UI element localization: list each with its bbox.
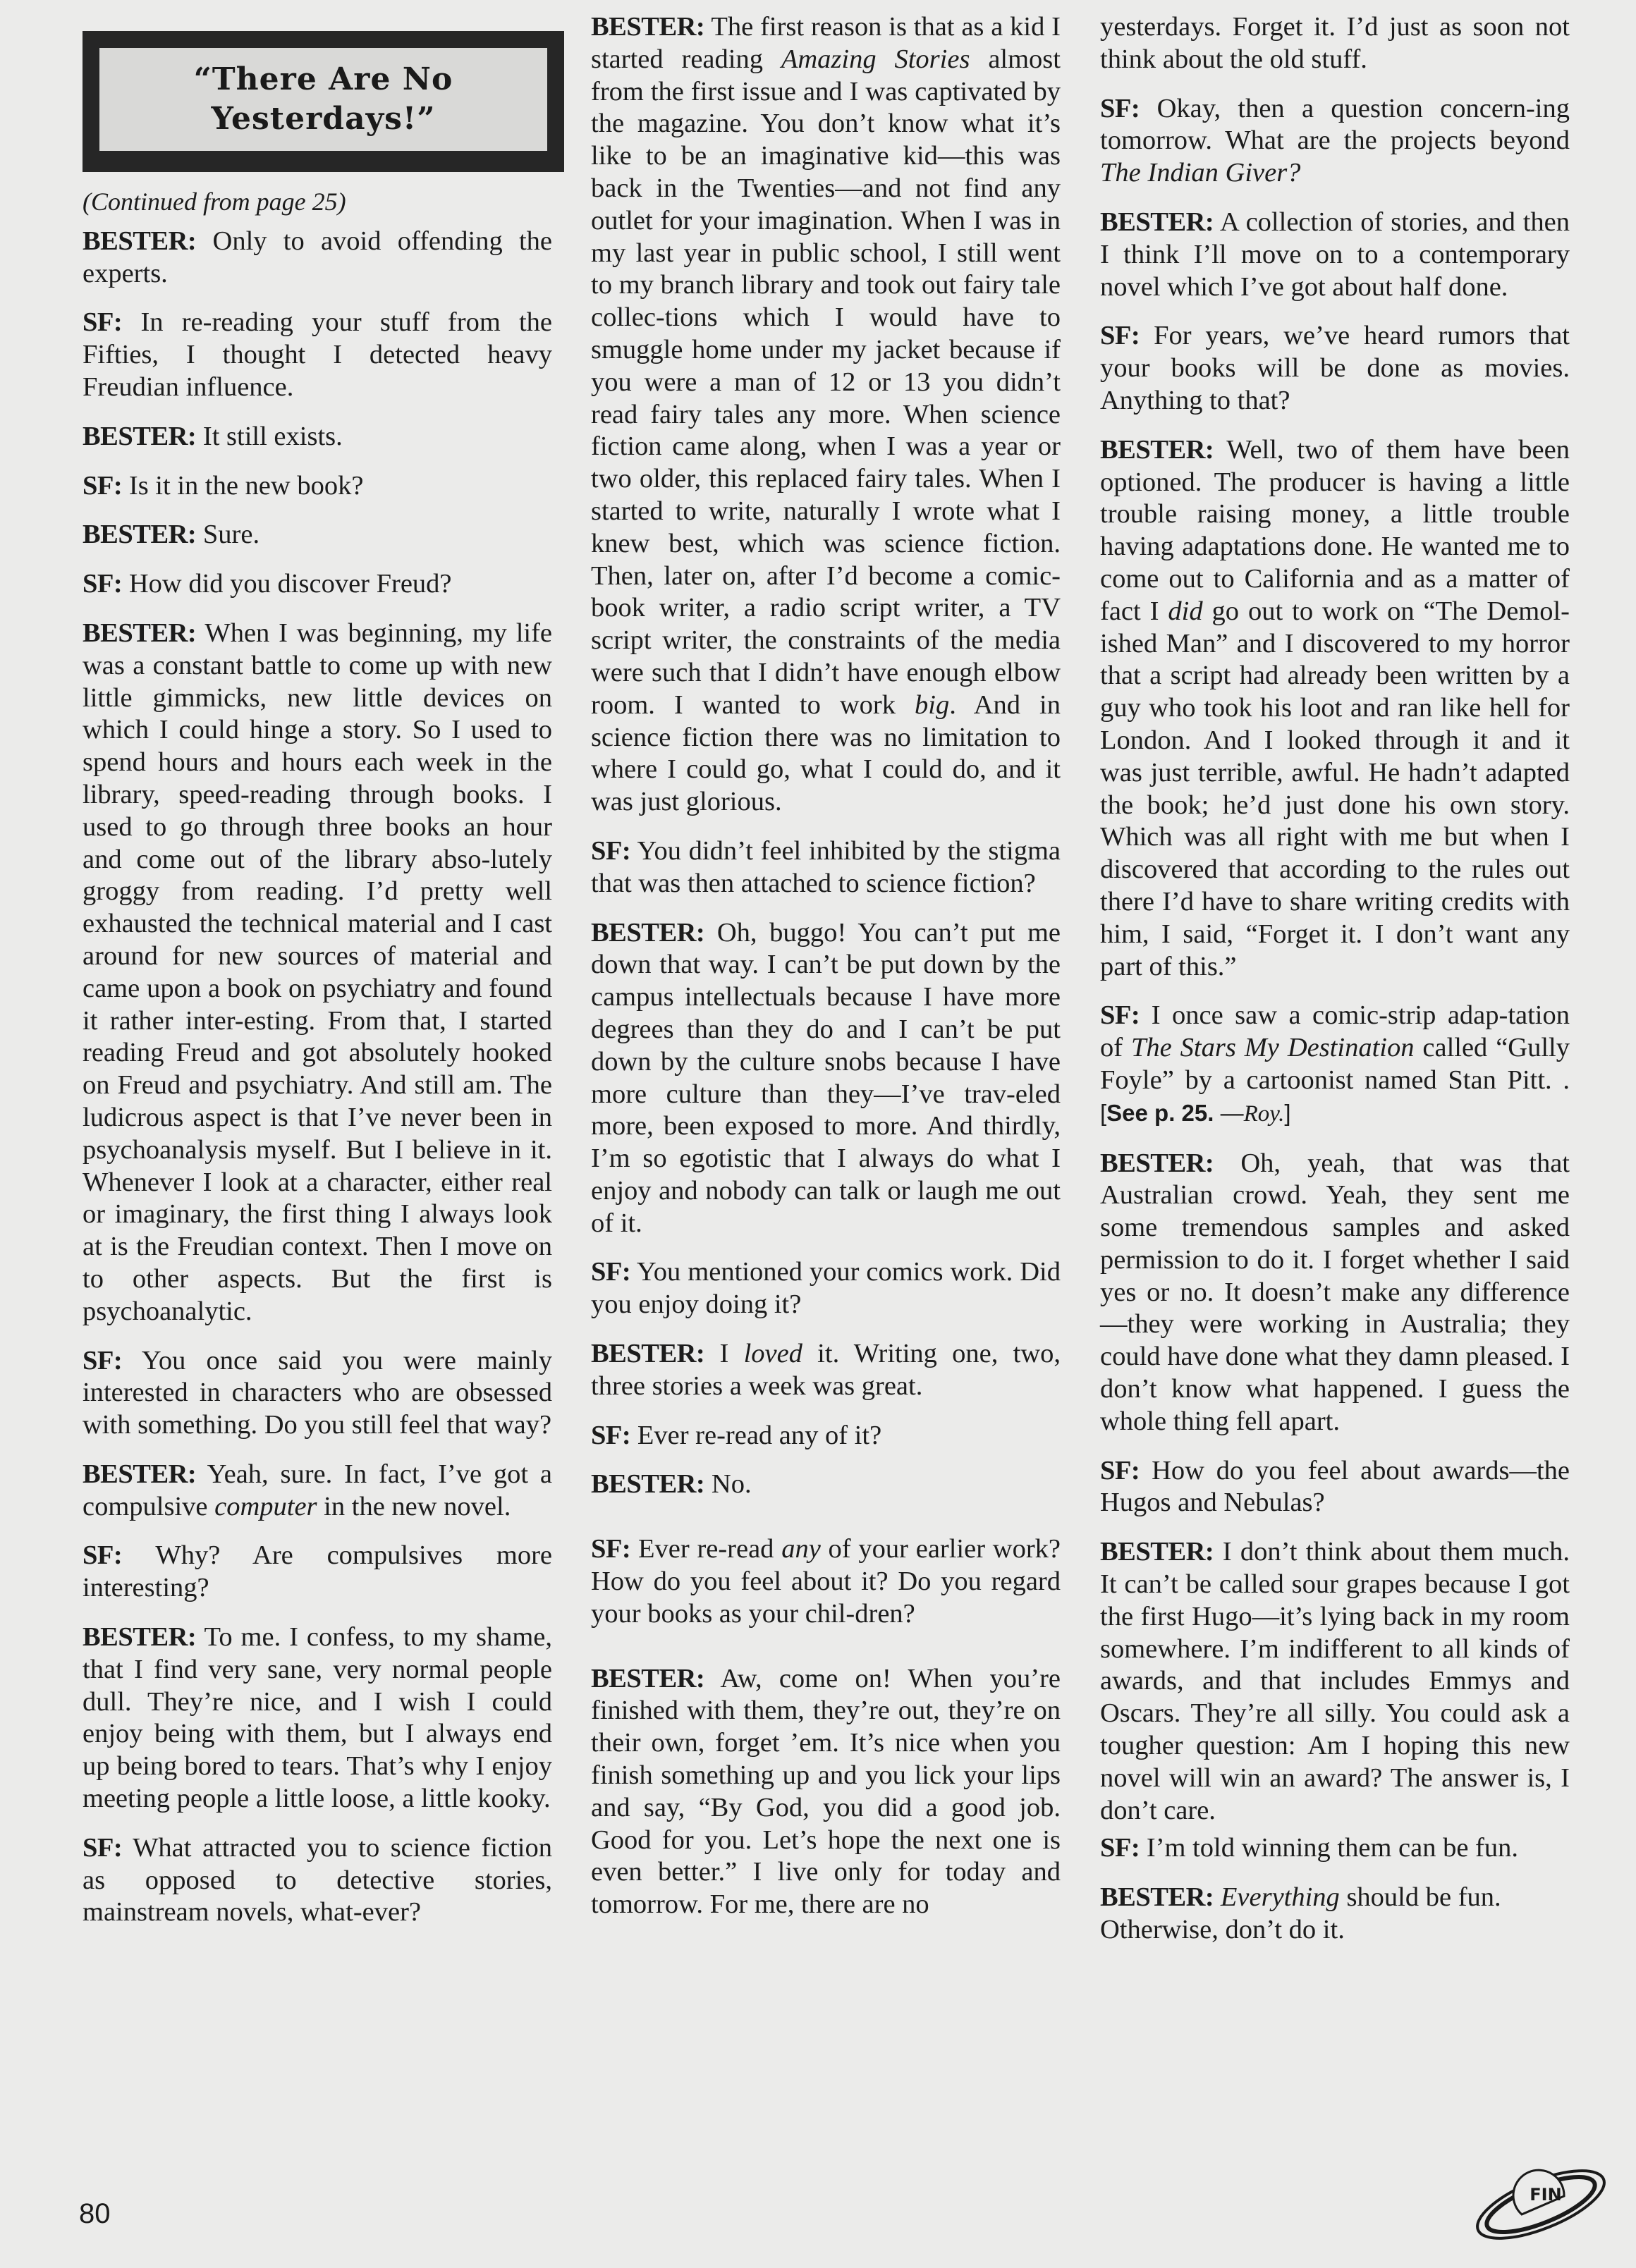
paragraph: SF: Ever re-read any of it? — [591, 1420, 882, 1450]
speaker-label: SF: — [83, 470, 123, 501]
paragraph: SF: For years, we’ve heard rumors that your books will be done as movies. Anything to that? — [1100, 321, 1570, 415]
paragraph: SF: I once saw a comic-strip adap-tation of The Stars My Destination called “Gully Foyle” by a cartoonist named Stan Pitt. . [See p. 25. —Roy.] — [1100, 1000, 1570, 1127]
paragraph: BESTER: Oh, buggo! You can’t put me down that way. I can’t be put down by the campus intellectuals because I have more degrees than they do and I can’t be put down by the culture snobs because I have more culture than they—I’ve trav-eled more, been exposed to more. And thirdly, I’m so egotistic that I always do what I enjoy and nobody can talk or laugh me out of it. — [591, 917, 1061, 1238]
paragraph: BESTER: To me. I confess, to my shame, that I find very sane, very normal people dull. They’re nice, and I wish I could enjoy being with them, but I always end up being bored to tears. That’s why I enjoy meeting people a little loose, a little kooky. — [83, 1622, 552, 1814]
paragraph: SF: What attracted you to science fiction as opposed to detective stories, mainstream novels, what-ever? — [83, 1832, 552, 1927]
paragraph: SF: I’m told winning them can be fun. — [1100, 1833, 1518, 1863]
speaker-label: SF: — [1100, 1455, 1140, 1485]
speaker-label: SF: — [83, 1832, 123, 1863]
speaker-label: BESTER: — [1100, 1148, 1214, 1178]
paragraph: SF: Is it in the new book? — [83, 470, 364, 501]
speaker-label: SF: — [591, 1534, 631, 1564]
speaker-label: BESTER: — [1100, 434, 1214, 465]
speaker-label: SF: — [1100, 93, 1140, 123]
speaker-label: BESTER: — [83, 421, 197, 451]
speaker-label: BESTER: — [83, 1459, 197, 1489]
paragraph: BESTER: No. — [591, 1469, 752, 1500]
speaker-label: BESTER: — [83, 1622, 197, 1653]
paragraph: BESTER: Everything should be fun. Otherwise, don’t do it. — [1100, 1882, 1501, 1945]
column-1 — [83, 0, 552, 1946]
speaker-label: SF: — [83, 1345, 123, 1375]
speaker-label: BESTER: — [591, 12, 705, 42]
page-number: 80 — [79, 2198, 111, 2229]
fin-label: FIN — [1530, 2185, 1562, 2205]
paragraph: SF: Okay, then a question concern-ing tomorrow. What are the projects beyond The Indian Giver? — [1100, 93, 1570, 188]
column-3 — [1100, 11, 1570, 1963]
speaker-label: SF: — [83, 1540, 123, 1571]
speaker-label: BESTER: — [591, 1663, 705, 1693]
speaker-label: BESTER: — [1100, 1537, 1214, 1567]
paragraph: BESTER: A collection of stories, and then I think I’ll move on to a contemporary novel which I’ve got about half done. — [1100, 207, 1570, 302]
paragraph: SF: Why? Are compulsives more interesting? — [83, 1540, 552, 1603]
paragraph: BESTER: Sure. — [83, 520, 260, 550]
speaker-label: SF: — [83, 569, 123, 599]
continued-note: (Continued from page 25) — [83, 188, 346, 216]
paragraph: BESTER: When I was beginning, my life was a constant battle to come up with new little gimmicks, new little devices on which I could hinge a story. So I used to spend hours and hours each week in the library, speed-reading through books. I used to go through three books an hour and come out of the library abso-lutely groggy from reading. I’d pretty well exhausted the technical material and I cast around for new sources of material and came upon a book on psychiatry and found it rather inter-esting. From that, I started reading Freud and got absolutely hooked on Freud and psychiatry. And still am. The ludicrous aspect is that I’ve never been in psychoanalysis myself. But I believe in it. Whenever I look at a character, either real or imaginary, the first thing I always look at is the Freudian context. Then I move on to other aspects. But the first is psychoanalytic. — [83, 618, 552, 1326]
speaker-label: BESTER: — [83, 618, 197, 648]
speaker-label: SF: — [591, 1420, 631, 1450]
paragraph: BESTER: Oh, yeah, that was that Australian crowd. Yeah, they sent me some tremendous samples and asked permission to do it. I forget whether I said yes or no. It doesn’t make any difference—they were working in Australia; they could have done what they damn pleased. I don’t know what happened. I guess the whole thing fell apart. — [1100, 1148, 1570, 1436]
article-title — [99, 48, 547, 151]
speaker-label: BESTER: — [591, 1339, 705, 1369]
title-line-1: “There Are No — [193, 61, 453, 97]
fin-saturn-icon — [1467, 2154, 1615, 2245]
paragraph: BESTER: Well, two of them have been optioned. The producer is having a little trouble raising money, a little trouble having adaptations done. He wanted me to come out to California and as a matter of fact I did go out to work on “The Demol-ished Man” and I discovered to my horror that a script had already been written by a guy who took his loot and ran like hell for London. And I looked through it and it was just terrible, awful. He hadn’t adapted the book; he’d just done his own story. Which was all right with me but when I discovered that according to the rules out there I’d have to share writing credits with him, I said, “Forget it. I don’t want any part of this.” — [1100, 434, 1570, 981]
speaker-label: BESTER: — [1100, 1882, 1214, 1913]
speaker-label: SF: — [591, 835, 631, 866]
title-line-2: Yesterdays!” — [211, 101, 436, 137]
speaker-label: BESTER: — [83, 226, 197, 256]
paragraph: SF: You didn’t feel inhibited by the stigma that was then attached to science fiction? — [591, 835, 1061, 898]
paragraph: SF: You mentioned your comics work. Did you enjoy doing it? — [591, 1257, 1061, 1320]
paragraph: BESTER: It still exists. — [83, 421, 343, 451]
article-title-box — [83, 31, 564, 172]
paragraph: BESTER: The first reason is that as a kid I started reading Amazing Stories almost from the first issue and I was captivated by the magazine. You don’t know what it’s like to be an imaginative kid—this was back in the Twenties—and not find any outlet for your imagination. When I was in my last year in public school, I still went to my branch library and took out fairy tale collec-tions which I would have to smuggle home under my jacket because if you were a man of 12 or 13 you didn’t read fairy tales any more. When science fiction came along, when I was a year or two older, this replaced fairy tales. When I started to write, naturally I wrote what I knew best, which was science fiction. Then, later on, after I’d become a comic-book writer, a radio script writer, a TV script writer, the constraints of the media were such that I didn’t have enough elbow room. I wanted to work big. And in science fiction there was no limitation to where I could go, what I could do, and it was just glorious. — [591, 12, 1061, 817]
paragraph: SF: How do you feel about awards—the Hugos and Nebulas? — [1100, 1455, 1570, 1518]
paragraph: yesterdays. Forget it. I’d just as soon not think about the old stuff. — [1100, 12, 1570, 74]
speaker-label: SF: — [83, 307, 123, 338]
speaker-label: BESTER: — [1100, 207, 1214, 237]
speaker-label: BESTER: — [591, 917, 705, 948]
speaker-label: SF: — [1100, 1833, 1140, 1863]
paragraph: BESTER: Only to avoid offending the experts. — [83, 226, 552, 288]
editor-note: [See p. 25. —Roy.] — [1100, 1099, 1291, 1127]
paragraph: SF: Ever re-read any of your earlier work? How do you feel about it? Do you regard your books as your chil-dren? — [591, 1534, 1061, 1629]
paragraph: BESTER: I loved it. Writing one, two, three stories a week was great. — [591, 1339, 1061, 1401]
speaker-label: SF: — [1100, 321, 1140, 351]
speaker-label: BESTER: — [591, 1469, 705, 1500]
paragraph: SF: In re-reading your stuff from the Fifties, I thought I detected heavy Freudian influence. — [83, 307, 552, 402]
speaker-label: SF: — [591, 1257, 631, 1287]
column-2 — [591, 11, 1061, 1938]
speaker-label: BESTER: — [83, 520, 197, 550]
paragraph: SF: You once said you were mainly interested in characters who are obsessed with something. Do you still feel that way? — [83, 1345, 552, 1440]
paragraph: BESTER: I don’t think about them much. It can’t be called sour grapes because I got the first Hugo—it’s lying back in my room somewhere. I’m indifferent to all kinds of awards, and that includes Emmys and Oscars. They’re all silly. You could ask a tougher question: Am I hoping this new novel will win an award? The answer is, I don’t care. — [1100, 1537, 1570, 1825]
paragraph: SF: How did you discover Freud? — [83, 569, 452, 599]
paragraph: BESTER: Aw, come on! When you’re finished with them, they’re out, they’re on their own, forget ’em. It’s nice when you finish something up and you lick your lips and say, “By God, you did a good job. Good for you. Let’s hope the next one is even better.” I live only for today and tomorrow. For me, there are no — [591, 1663, 1061, 1920]
paragraph: BESTER: Yeah, sure. In fact, I’ve got a compulsive computer in the new novel. — [83, 1459, 552, 1521]
speaker-label: SF: — [1100, 1000, 1140, 1031]
